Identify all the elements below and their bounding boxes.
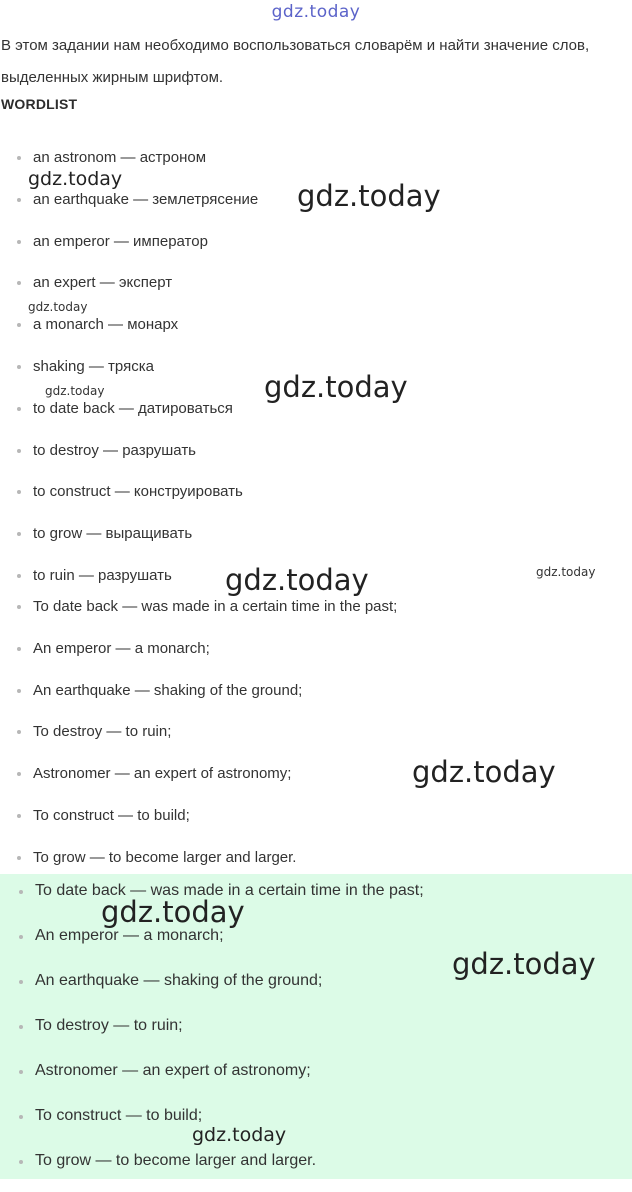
list-item-text: To date back — was made in a certain time in the past; [35, 882, 424, 899]
list-item [0, 802, 632, 844]
list-item [0, 520, 632, 562]
bullet-icon [19, 1160, 23, 1164]
bullet-icon [17, 730, 21, 734]
bullet-icon [19, 1070, 23, 1074]
watermark: gdz.today [412, 755, 556, 789]
bullet-icon [17, 407, 21, 411]
list-item-text: to grow — выращивать [33, 525, 193, 543]
answer-list [0, 877, 632, 1192]
list-item [0, 877, 632, 922]
wordlist-heading: WORDLIST [1, 96, 78, 112]
list-item [0, 478, 632, 520]
list-item-text: To date back — was made in a certain time in the past; [33, 598, 398, 615]
bullet-icon [17, 605, 21, 609]
watermark: gdz.today [297, 179, 441, 213]
list-item-text: To construct — to build; [33, 806, 190, 824]
task-intro: В этом задании нам необходимо воспользоваться словарём и найти значение слов, выделенных жирным шрифтом. [1, 37, 590, 86]
bullet-icon [17, 856, 21, 860]
list-item-text: To destroy — to ruin; [35, 1017, 183, 1034]
bullet-icon [17, 772, 21, 776]
list-item-text: a monarch — монарх [33, 316, 179, 334]
watermark: gdz.today [28, 300, 88, 314]
watermark: gdz.today [192, 1124, 287, 1146]
list-item-text: An emperor — a monarch; [33, 639, 210, 657]
list-item-text: an earthquake — землетрясение [33, 190, 259, 208]
watermark: gdz.today [45, 384, 105, 398]
bullet-icon [17, 323, 21, 327]
list-item-text: To grow — to become larger and larger. [33, 848, 297, 866]
bullet-icon [17, 281, 21, 285]
bullet-icon [19, 1115, 23, 1119]
bullet-icon [17, 689, 21, 693]
list-item [0, 269, 632, 311]
list-item [0, 1102, 632, 1147]
list-item-text: An emperor — a monarch; [35, 927, 224, 944]
bullet-icon [17, 198, 21, 202]
list-item-text: to ruin — разрушать [33, 566, 172, 584]
list-item-text: To grow — to become larger and larger. [35, 1152, 317, 1169]
bullet-icon [17, 449, 21, 453]
list-item [0, 228, 632, 270]
list-item-text: an astronom — астроном [33, 149, 207, 166]
list-item-text: Astronomer — an expert of astronomy; [33, 765, 292, 783]
list-item-text: An earthquake — shaking of the ground; [33, 681, 303, 699]
bullet-icon [19, 935, 23, 939]
list-item-text: An earthquake — shaking of the ground; [35, 972, 323, 989]
definitions-list [0, 593, 632, 886]
watermark: gdz.today [536, 565, 596, 579]
bullet-icon [17, 240, 21, 244]
bullet-icon [19, 980, 23, 984]
bullet-icon [19, 1025, 23, 1029]
list-item-text: shaking — тряска [33, 357, 154, 375]
watermark: gdz.today [225, 563, 369, 597]
list-item-text: to construct — конструировать [33, 483, 243, 501]
site-logo[interactable]: gdz.today [271, 2, 361, 22]
list-item-text: Astronomer — an expert of astronomy; [35, 1062, 311, 1079]
list-item [0, 677, 632, 719]
list-item [0, 1057, 632, 1102]
watermark: gdz.today [452, 947, 596, 981]
list-item [0, 311, 632, 353]
list-item-text: to date back — датироваться [33, 399, 233, 417]
list-item-text: an emperor — император [33, 232, 208, 250]
watermark: gdz.today [264, 370, 408, 404]
list-item-text: To destroy — to ruin; [33, 723, 172, 741]
bullet-icon [17, 532, 21, 536]
list-item [0, 718, 632, 760]
list-item [0, 1147, 632, 1192]
list-item-text: To construct — to build; [35, 1107, 203, 1124]
list-item [0, 437, 632, 479]
watermark: gdz.today [101, 895, 245, 929]
bullet-icon [17, 647, 21, 651]
watermark: gdz.today [28, 168, 123, 190]
bullet-icon [17, 574, 21, 578]
list-item [0, 635, 632, 677]
bullet-icon [19, 890, 23, 894]
list-item-text: to destroy — разрушать [33, 441, 197, 459]
bullet-icon [17, 490, 21, 494]
bullet-icon [17, 365, 21, 369]
bullet-icon [17, 814, 21, 818]
list-item [0, 593, 632, 635]
bullet-icon [17, 156, 21, 160]
list-item-text: an expert — эксперт [33, 274, 173, 292]
list-item [0, 1012, 632, 1057]
